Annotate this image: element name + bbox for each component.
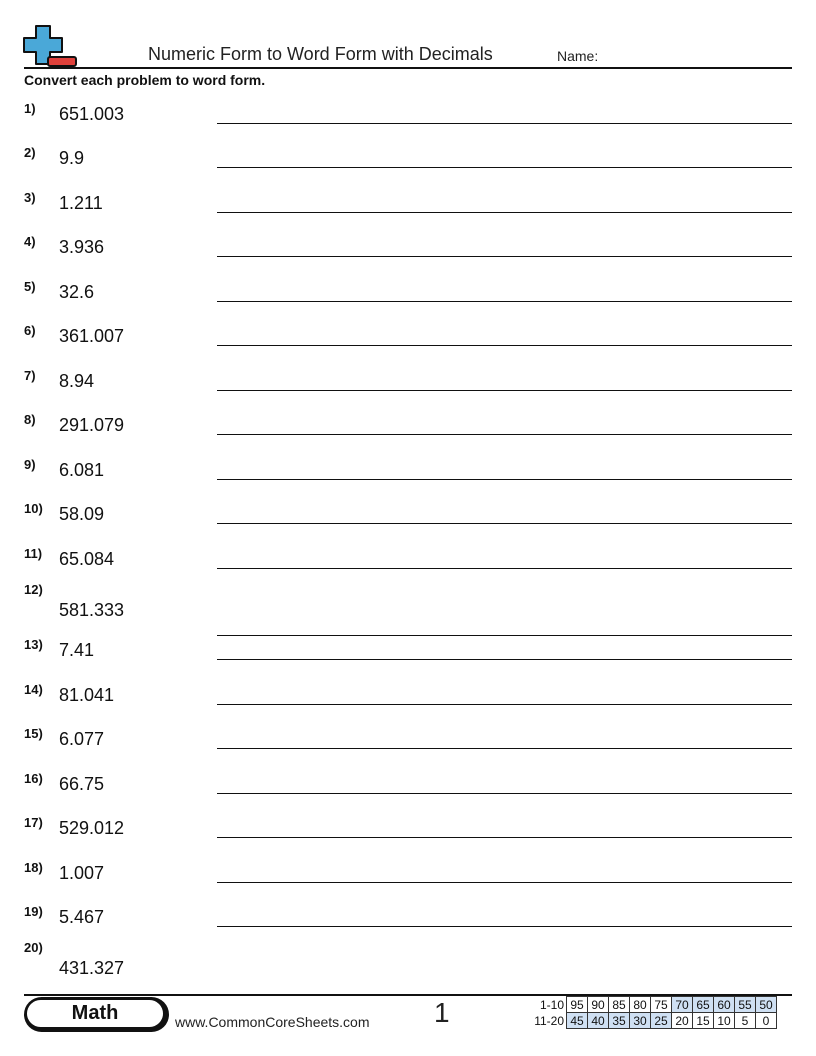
- score-row: [528, 1013, 777, 1029]
- answer-line: [217, 301, 792, 302]
- problem-value: 58.09: [59, 504, 105, 524]
- score-cell: 70: [672, 997, 693, 1013]
- score-cell: 95: [567, 997, 588, 1013]
- problem-value: 1.211: [59, 193, 103, 213]
- problem-number: 17): [24, 815, 43, 830]
- score-range-label: 1-10: [539, 997, 564, 1012]
- score-cell: 35: [609, 1013, 630, 1029]
- problem-value: 1.007: [59, 863, 105, 883]
- answer-line: [217, 926, 792, 927]
- answer-line: [217, 167, 792, 168]
- problem-number: 15): [24, 726, 43, 741]
- score-cell: 85: [609, 997, 630, 1013]
- score-cell: 50: [756, 997, 777, 1013]
- worksheet-title: Numeric Form to Word Form with Decimals: [148, 44, 493, 64]
- problem-value: 32.6: [59, 282, 95, 302]
- answer-line: [217, 793, 792, 794]
- answer-line: [217, 434, 792, 435]
- problem-value: 3.936: [59, 237, 105, 257]
- score-cell: 30: [630, 1013, 651, 1029]
- score-cell: 20: [672, 1013, 693, 1029]
- score-range-label: 11-20: [534, 1013, 564, 1028]
- answer-line: [217, 882, 792, 883]
- problem-number: 18): [24, 860, 43, 875]
- problem-value: 6.077: [59, 729, 105, 749]
- problem-number: 6): [24, 323, 36, 338]
- answer-line: [217, 390, 792, 391]
- problem-value: 291.079: [59, 415, 125, 435]
- problem-number: 4): [24, 234, 36, 249]
- problem-value: 9.9: [59, 148, 85, 168]
- answer-line: [217, 212, 792, 213]
- score-cell: 10: [714, 1013, 735, 1029]
- problem-number: 11): [24, 546, 43, 561]
- answer-line: [217, 256, 792, 257]
- problem-number: 16): [24, 771, 43, 786]
- problem-number: 5): [24, 279, 36, 294]
- problem-value: 8.94: [59, 371, 95, 391]
- score-cell: 25: [651, 1013, 672, 1029]
- answer-line: [217, 837, 792, 838]
- answer-line: [217, 345, 792, 346]
- problem-number: 14): [24, 682, 43, 697]
- problem-value: 5.467: [59, 907, 105, 927]
- problem-value: 66.75: [59, 774, 105, 794]
- page-number: 1: [434, 997, 450, 1028]
- problem-value: 529.012: [59, 818, 125, 838]
- problem-number: 12): [24, 582, 43, 597]
- score-cell: 60: [714, 997, 735, 1013]
- problem-number: 13): [24, 637, 43, 652]
- problem-number: 8): [24, 412, 36, 427]
- score-cell: 65: [693, 997, 714, 1013]
- problem-number: 10): [24, 501, 43, 516]
- problem-value: 361.007: [59, 326, 125, 346]
- problem-value: 6.081: [59, 460, 105, 480]
- score-cell: 90: [588, 997, 609, 1013]
- score-cell: 80: [630, 997, 651, 1013]
- math-badge: [24, 997, 169, 1032]
- problem-value: 81.041: [59, 685, 115, 705]
- problem-number: 9): [24, 457, 36, 472]
- score-cell: 45: [567, 1013, 588, 1029]
- score-cell: 0: [756, 1013, 777, 1029]
- answer-line: [217, 123, 792, 124]
- answer-line: [217, 635, 792, 636]
- problem-number: 7): [24, 368, 36, 383]
- instructions: Convert each problem to word form.: [24, 72, 266, 88]
- problem-value: 431.327: [59, 958, 125, 978]
- problem-number: 3): [24, 190, 36, 205]
- problem-value: 581.333: [59, 600, 125, 620]
- problem-number: 1): [24, 101, 36, 116]
- problem-value: 7.41: [59, 640, 95, 660]
- score-cell: 5: [735, 1013, 756, 1029]
- score-cell: 55: [735, 997, 756, 1013]
- score-cell: 15: [693, 1013, 714, 1029]
- answer-line: [217, 523, 792, 524]
- answer-line: [217, 479, 792, 480]
- score-cell: 40: [588, 1013, 609, 1029]
- answer-line: [217, 748, 792, 749]
- score-table: [528, 996, 777, 1029]
- score-cell: 75: [651, 997, 672, 1013]
- problem-number: 2): [24, 145, 36, 160]
- answer-line: [217, 704, 792, 705]
- name-label: Name:: [557, 48, 599, 64]
- answer-line: [217, 659, 792, 660]
- problem-value: 65.084: [59, 549, 115, 569]
- site-url: www.CommonCoreSheets.com: [175, 1014, 370, 1030]
- problem-number: 19): [24, 904, 43, 919]
- answer-line: [217, 568, 792, 569]
- problem-value: 651.003: [59, 104, 125, 124]
- score-row: [528, 997, 777, 1013]
- problem-number: 20): [24, 940, 43, 955]
- math-badge-label: Math: [27, 1000, 163, 1027]
